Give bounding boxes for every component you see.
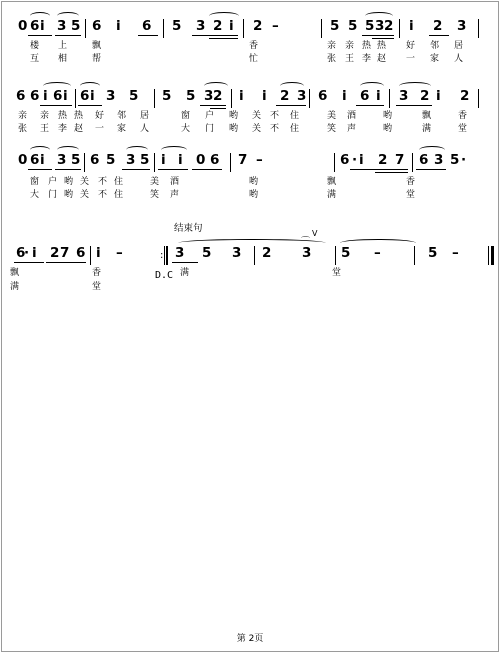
note: i (32, 245, 37, 261)
lyric: 家 (430, 54, 440, 64)
note: 6 (419, 152, 429, 168)
note: 5 (450, 152, 460, 168)
lyric: 互 (30, 54, 40, 64)
note: i (63, 88, 68, 104)
note: 3 (399, 88, 409, 104)
note: 7 (395, 152, 405, 168)
note: i (376, 88, 381, 104)
note: 6 (92, 18, 102, 34)
note: 5 (348, 18, 358, 34)
lyric: 哟 (64, 190, 74, 200)
note: 2 (460, 88, 470, 104)
underline (350, 169, 408, 170)
slur (30, 146, 50, 154)
note: 6 (16, 245, 26, 261)
lyric: 户 (205, 111, 215, 121)
note: 2 (280, 88, 290, 104)
note: i (239, 88, 244, 104)
lyric: 忙 (249, 54, 259, 64)
underline (276, 105, 306, 106)
note: 5 (186, 88, 196, 104)
note: i (262, 88, 267, 104)
lyric: 热 (377, 41, 387, 51)
lyric: 哟 (383, 111, 393, 121)
lyric: 帮 (92, 54, 102, 64)
note: i (409, 18, 414, 34)
lyric: 一 (406, 54, 416, 64)
slur (419, 146, 445, 154)
note: 3 (196, 18, 206, 34)
lyric: 居 (140, 111, 150, 121)
note: 5 (341, 245, 351, 261)
lyric: 王 (40, 124, 50, 134)
lyric: 门 (48, 190, 58, 200)
lyric: 香 (249, 41, 259, 51)
lyric: 堂 (92, 282, 102, 292)
note: 6 (16, 88, 26, 104)
lyrics-line-2 (0, 124, 500, 135)
lyrics-line-1 (0, 41, 500, 52)
lyric: 热 (58, 111, 68, 121)
note: i (178, 152, 183, 168)
page-footer: 第 2页 (236, 634, 264, 644)
lyric: 相 (58, 54, 68, 64)
lyric: 热 (362, 41, 372, 51)
lyrics-line-1 (0, 177, 500, 188)
barline (163, 19, 164, 38)
note: 3 (302, 245, 312, 261)
lyrics-line-2 (0, 190, 500, 201)
note: 5 (172, 18, 182, 34)
lyric: 哟 (249, 190, 259, 200)
lyric: 飘 (327, 177, 337, 187)
barline (399, 19, 400, 38)
slur (360, 82, 384, 90)
note: 6 (142, 18, 152, 34)
note: 3 (232, 245, 242, 261)
underline (200, 105, 226, 106)
slur (80, 82, 100, 90)
underline (55, 169, 81, 170)
note: 2 (384, 18, 394, 34)
breath-mark: V (312, 229, 318, 238)
barline (478, 89, 479, 108)
underline (28, 169, 52, 170)
slur (43, 82, 71, 90)
lyric: 飘 (92, 41, 102, 51)
lyric: 好 (95, 111, 105, 121)
note: 6 (30, 88, 40, 104)
lyric: 堂 (332, 268, 342, 278)
lyric: 笑 (327, 124, 337, 134)
lyric: 李 (362, 54, 372, 64)
note: 3 (375, 18, 385, 34)
note: 6 (210, 152, 220, 168)
lyric: 美 (327, 111, 337, 121)
lyric: 赵 (74, 124, 84, 134)
lyric: 美 (150, 177, 160, 187)
lyric: 堂 (458, 124, 468, 134)
lyric: 亲 (327, 41, 337, 51)
note: 7 (238, 152, 248, 168)
note: 2 (213, 88, 223, 104)
note: · (461, 152, 467, 168)
lyric: 大 (181, 124, 191, 134)
lyric: 香 (406, 177, 416, 187)
slur (209, 12, 239, 20)
lyric: 哟 (229, 124, 239, 134)
lyric: 住 (114, 177, 124, 187)
lyric: 赵 (377, 54, 387, 64)
note: 3 (126, 152, 136, 168)
lyric: 酒 (170, 177, 180, 187)
note: 3 (175, 245, 185, 261)
lyric: 亲 (40, 111, 50, 121)
lyric: 哟 (229, 111, 239, 121)
lyric: 住 (290, 111, 300, 121)
notes-row (10, 88, 490, 110)
fermata-icon: ⌒ (301, 237, 311, 247)
note: – (374, 245, 381, 261)
lyric: 哟 (249, 177, 259, 187)
barline (309, 89, 310, 108)
lyric: 关 (252, 124, 262, 134)
lyric: 关 (80, 190, 90, 200)
note: i (359, 152, 364, 168)
lyric: 亲 (18, 111, 28, 121)
repeat-barline (164, 246, 165, 265)
lyric: 关 (252, 111, 262, 121)
underline (372, 38, 394, 39)
slur (204, 82, 228, 90)
note: 5 (129, 88, 139, 104)
lyric: 满 (10, 282, 20, 292)
note: 6 (76, 245, 86, 261)
slur (399, 82, 431, 90)
note: 2 (378, 152, 388, 168)
barline (321, 19, 322, 38)
note: 3 (457, 18, 467, 34)
note: 5 (71, 152, 81, 168)
lyric: 居 (454, 41, 464, 51)
lyric: 窗 (30, 177, 40, 187)
note: 5 (162, 88, 172, 104)
ending-label: 结束句 (174, 223, 203, 234)
underline (429, 35, 449, 36)
barline (84, 153, 85, 172)
lyric: 人 (140, 124, 150, 134)
lyric: 声 (170, 190, 180, 200)
slur (126, 146, 148, 154)
note: 6 (53, 88, 63, 104)
note: 5 (106, 152, 116, 168)
lyric: 不 (98, 190, 108, 200)
slur (161, 146, 187, 154)
underline (375, 172, 408, 173)
note: 6 (360, 88, 370, 104)
note: 5 (202, 245, 212, 261)
lyric: 关 (80, 177, 90, 187)
note: – (272, 18, 279, 34)
underline (356, 105, 384, 106)
final-barline (491, 246, 494, 265)
lyrics-line-2 (0, 54, 500, 65)
note: 2 (50, 245, 60, 261)
note: 2 (213, 18, 223, 34)
barline (478, 19, 479, 38)
lyric: 邻 (430, 41, 440, 51)
underline (209, 38, 238, 39)
underline (28, 35, 52, 36)
lyrics-line-1 (0, 111, 500, 122)
lyric: 住 (290, 124, 300, 134)
barline (85, 19, 86, 38)
underline (192, 169, 222, 170)
lyric: 香 (92, 268, 102, 278)
note: 3 (57, 152, 67, 168)
note: 5 (365, 18, 375, 34)
underline (78, 105, 102, 106)
note: i (116, 18, 121, 34)
lyric: 哟 (383, 124, 393, 134)
underline (14, 262, 44, 263)
tie (340, 239, 416, 247)
note: i (96, 245, 101, 261)
note: 6 (80, 88, 90, 104)
lyric: 邻 (117, 111, 127, 121)
note: i (43, 88, 48, 104)
underline (192, 35, 238, 36)
lyric: 楼 (30, 41, 40, 51)
lyric: 李 (58, 124, 68, 134)
note: 6 (30, 18, 40, 34)
barline (335, 246, 336, 265)
note: 5 (428, 245, 438, 261)
underline (210, 108, 226, 109)
underline (396, 105, 432, 106)
barline (75, 89, 76, 108)
lyric: 满 (327, 190, 337, 200)
lyric: 满 (422, 124, 432, 134)
lyric: 人 (454, 54, 464, 64)
barline (254, 246, 255, 265)
lyric: 酒 (347, 111, 357, 121)
note: 0 (18, 152, 28, 168)
note: i (229, 18, 234, 34)
slur (30, 12, 50, 20)
lyric: 哟 (64, 177, 74, 187)
lyric: 飘 (10, 268, 20, 278)
notes-row (10, 237, 490, 267)
note: 6 (30, 152, 40, 168)
note: i (90, 88, 95, 104)
note: 3 (106, 88, 116, 104)
lyrics-line-1 (0, 268, 500, 279)
underline (138, 35, 158, 36)
note: 3 (204, 88, 214, 104)
note: 3 (297, 88, 307, 104)
note: 3 (434, 152, 444, 168)
note: i (161, 152, 166, 168)
note: i (342, 88, 347, 104)
lyric: 一 (95, 124, 105, 134)
lyric: 声 (347, 124, 357, 134)
underline (172, 262, 198, 263)
note: · (24, 245, 30, 261)
note: i (40, 152, 45, 168)
barline (230, 153, 231, 172)
lyric: 笑 (150, 190, 160, 200)
repeat-dots: : (160, 250, 164, 261)
lyric: 户 (48, 177, 58, 187)
slur (365, 12, 393, 20)
lyric: 家 (117, 124, 127, 134)
barline (154, 153, 155, 172)
note: 5 (330, 18, 340, 34)
lyrics-line-2 (0, 282, 500, 293)
note: 2 (253, 18, 263, 34)
underline (158, 169, 188, 170)
lyric: 好 (406, 41, 416, 51)
underline (40, 105, 72, 106)
note: 2 (420, 88, 430, 104)
note: · (352, 152, 358, 168)
barline (154, 89, 155, 108)
note: 0 (196, 152, 206, 168)
slur (57, 12, 79, 20)
barline (231, 89, 232, 108)
note: 2 (433, 18, 443, 34)
lyric: 满 (180, 268, 190, 278)
lyric: 不 (270, 124, 280, 134)
underline (416, 169, 446, 170)
note: i (436, 88, 441, 104)
slur (57, 146, 79, 154)
note: – (452, 245, 459, 261)
note: 3 (57, 18, 67, 34)
lyric: 张 (327, 54, 337, 64)
note: 0 (18, 18, 28, 34)
lyric: 门 (205, 124, 215, 134)
lyric: 窗 (181, 111, 191, 121)
note: 2 (262, 245, 272, 261)
final-barline (488, 246, 489, 265)
lyric: 王 (345, 54, 355, 64)
note: 6 (90, 152, 100, 168)
lyric: 不 (98, 177, 108, 187)
lyric: 香 (458, 111, 468, 121)
barline (414, 246, 415, 265)
barline (90, 246, 91, 265)
slur (280, 82, 304, 90)
underline (362, 35, 394, 36)
note: 5 (140, 152, 150, 168)
lyric: 热 (74, 111, 84, 121)
dc-marking: D.C (155, 270, 174, 281)
note: 6 (318, 88, 328, 104)
lyric: 大 (30, 190, 40, 200)
lyric: 张 (18, 124, 28, 134)
notes-row (10, 18, 490, 40)
note: – (116, 245, 123, 261)
barline (334, 153, 335, 172)
note: 5 (71, 18, 81, 34)
lyric: 堂 (406, 190, 416, 200)
note: 6 (340, 152, 350, 168)
lyric: 飘 (422, 111, 432, 121)
barline (389, 89, 390, 108)
barline (243, 19, 244, 38)
barline (412, 153, 413, 172)
underline (46, 262, 86, 263)
note: – (256, 152, 263, 168)
repeat-barline (166, 246, 168, 265)
note: i (40, 18, 45, 34)
lyric: 不 (270, 111, 280, 121)
notes-row (10, 152, 490, 174)
lyric: 住 (114, 190, 124, 200)
note: 7 (60, 245, 70, 261)
underline (55, 35, 81, 36)
lyric: 上 (58, 41, 68, 51)
underline (122, 169, 150, 170)
lyric: 亲 (345, 41, 355, 51)
